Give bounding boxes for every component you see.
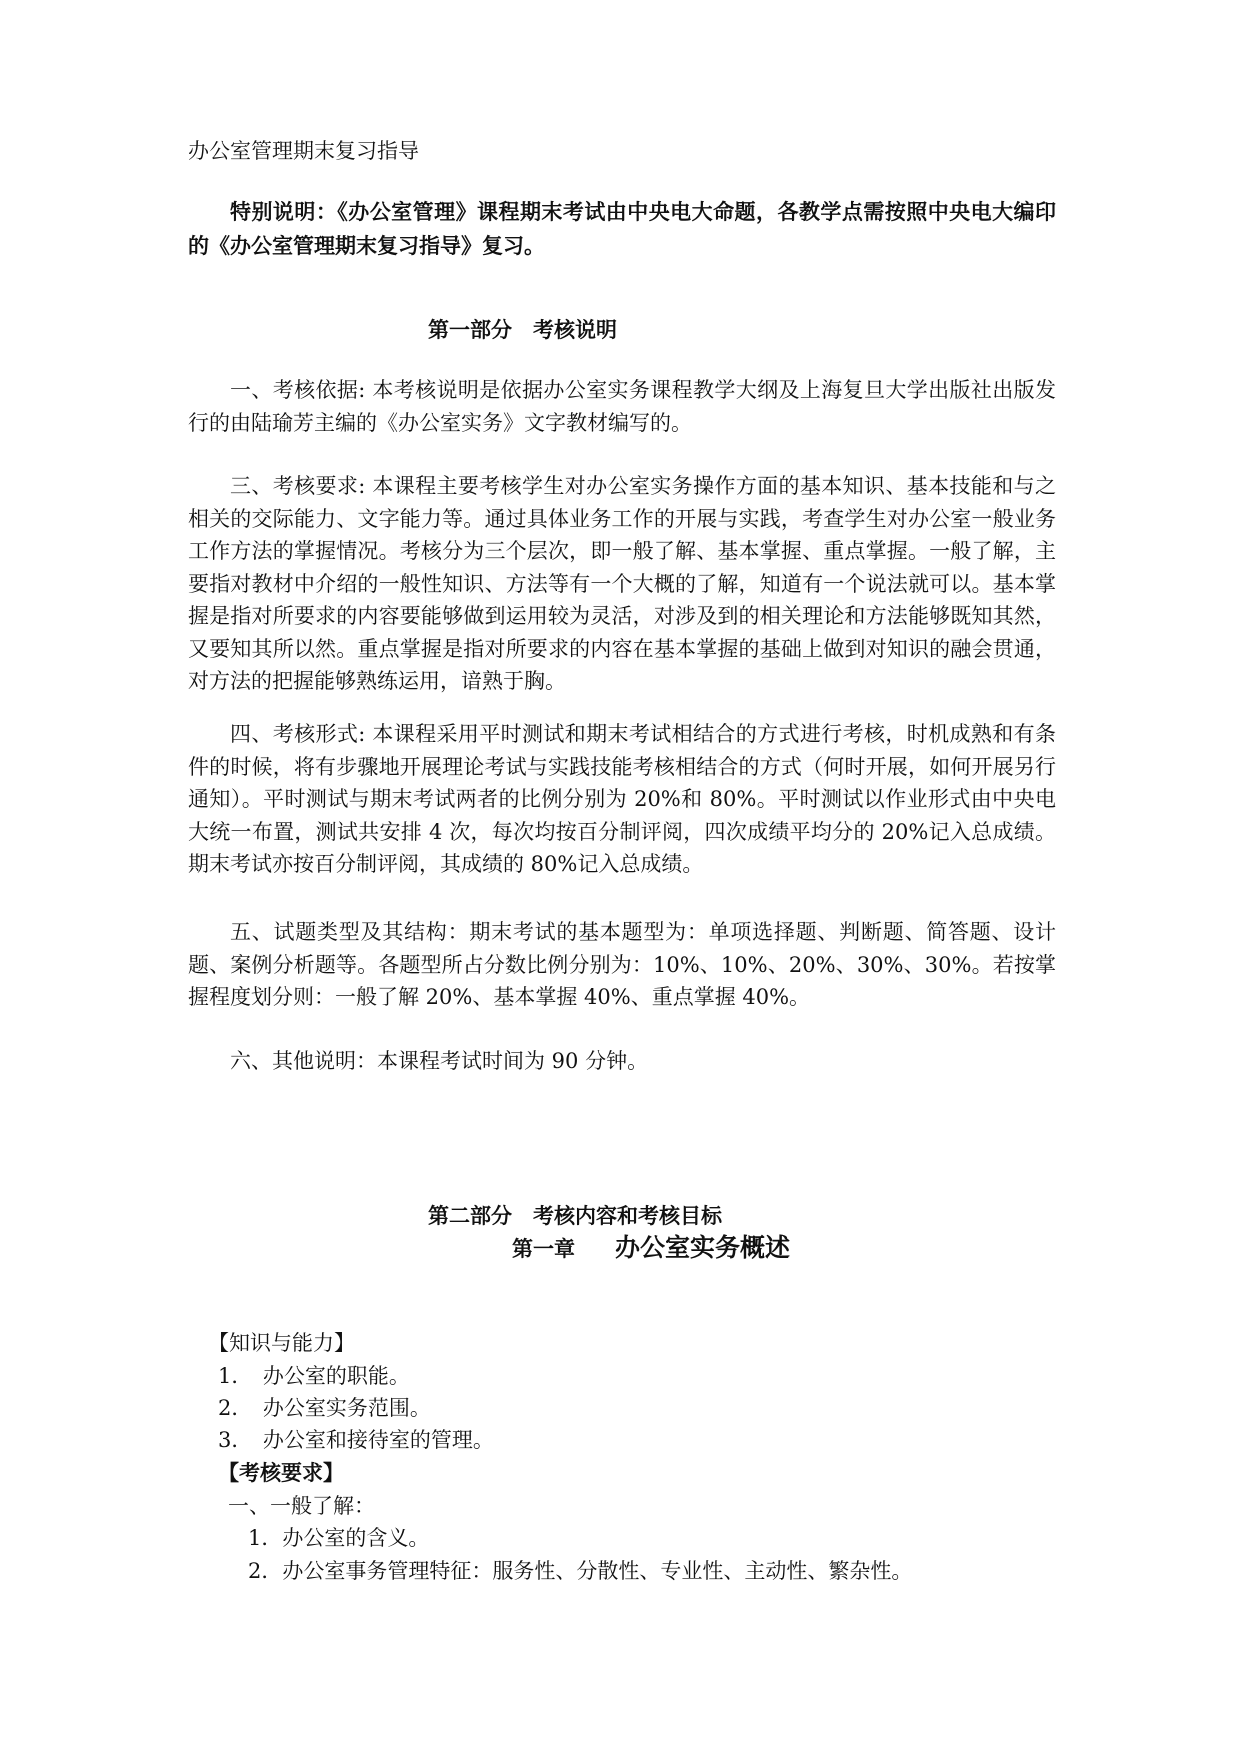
part1-paragraph-question-types: 五、试题类型及其结构：期末考试的基本题型为：单项选择题、判断题、简答题、设计题、案例分析题等。各题型所占分数比例分别为：10%、10%、20%、30%、30%。若按掌握程度划分则：一般了解 20%、基本掌握 40%、重点掌握 40%。: [188, 920, 1056, 1009]
chapter-title: 办公室实务概述: [615, 1233, 791, 1262]
knowledge-label: 【知识与能力】: [208, 1331, 355, 1355]
part1-heading: 第一部分 考核说明: [428, 317, 617, 342]
special-note: 特别说明：《办公室管理》课程期末考试由中央电大命题，各教学点需按照中央电大编印的《办公室管理期末复习指导》复习。: [188, 199, 1056, 258]
chapter-number: 第一章: [512, 1236, 575, 1261]
part1-paragraph-format: 四、考核形式: 本课程采用平时测试和期末考试相结合的方式进行考核，时机成熟和有条件的时候，将有步骤地开展理论考试与实践技能考核相结合的方式（何时开展，如何开展另行通知）。平时测试与期末考试两者的比例分别为 20%和 80%。平时测试以作业形式由中央电大统一布置，测试共安排 4 次，每次均按百分制评阅，四次成绩平均分的 20%记入总成绩。期末考试亦按百分制评阅，其成绩的 80%记入总成绩。: [188, 722, 1056, 876]
level1-item: 2．办公室事务管理特征：服务性、分散性、专业性、主动性、繁杂性。: [248, 1559, 913, 1583]
knowledge-item: 1． 办公室的职能。: [218, 1364, 410, 1388]
level1-item: 1．办公室的含义。: [248, 1526, 430, 1550]
level1-label: 一、一般了解：: [228, 1494, 375, 1518]
part1-paragraph-basis: 一、考核依据: 本考核说明是依据办公室实务课程教学大纲及上海复旦大学出版社出版发行的由陆瑜芳主编的《办公室实务》文字教材编写的。: [188, 378, 1056, 435]
part2-heading: 第二部分 考核内容和考核目标: [428, 1203, 722, 1228]
part1-paragraph-requirements: 三、考核要求: 本课程主要考核学生对办公室实务操作方面的基本知识、基本技能和与之相关的交际能力、文字能力等。通过具体业务工作的开展与实践，考查学生对办公室一般业务工作方法的掌握情况。考核分为三个层次，即一般了解、基本掌握、重点掌握。一般了解，主要指对教材中介绍的一般性知识、方法等有一个大概的了解，知道有一个说法就可以。基本掌握是指对所要求的内容要能够做到运用较为灵活，对涉及到的相关理论和方法能够既知其然，又要知其所以然。重点掌握是指对所要求的内容在基本掌握的基础上做到对知识的融会贯通，对方法的把握能够熟练运用，谙熟于胸。: [188, 474, 1056, 693]
knowledge-item: 2． 办公室实务范围。: [218, 1396, 431, 1420]
knowledge-item: 3． 办公室和接待室的管理。: [218, 1428, 494, 1452]
requirements-label: 【考核要求】: [218, 1460, 344, 1485]
part1-paragraph-other: 六、其他说明：本课程考试时间为 90 分钟。: [230, 1049, 649, 1073]
chapter-heading: [512, 1228, 790, 1264]
document-title: 办公室管理期末复习指导: [188, 139, 419, 163]
